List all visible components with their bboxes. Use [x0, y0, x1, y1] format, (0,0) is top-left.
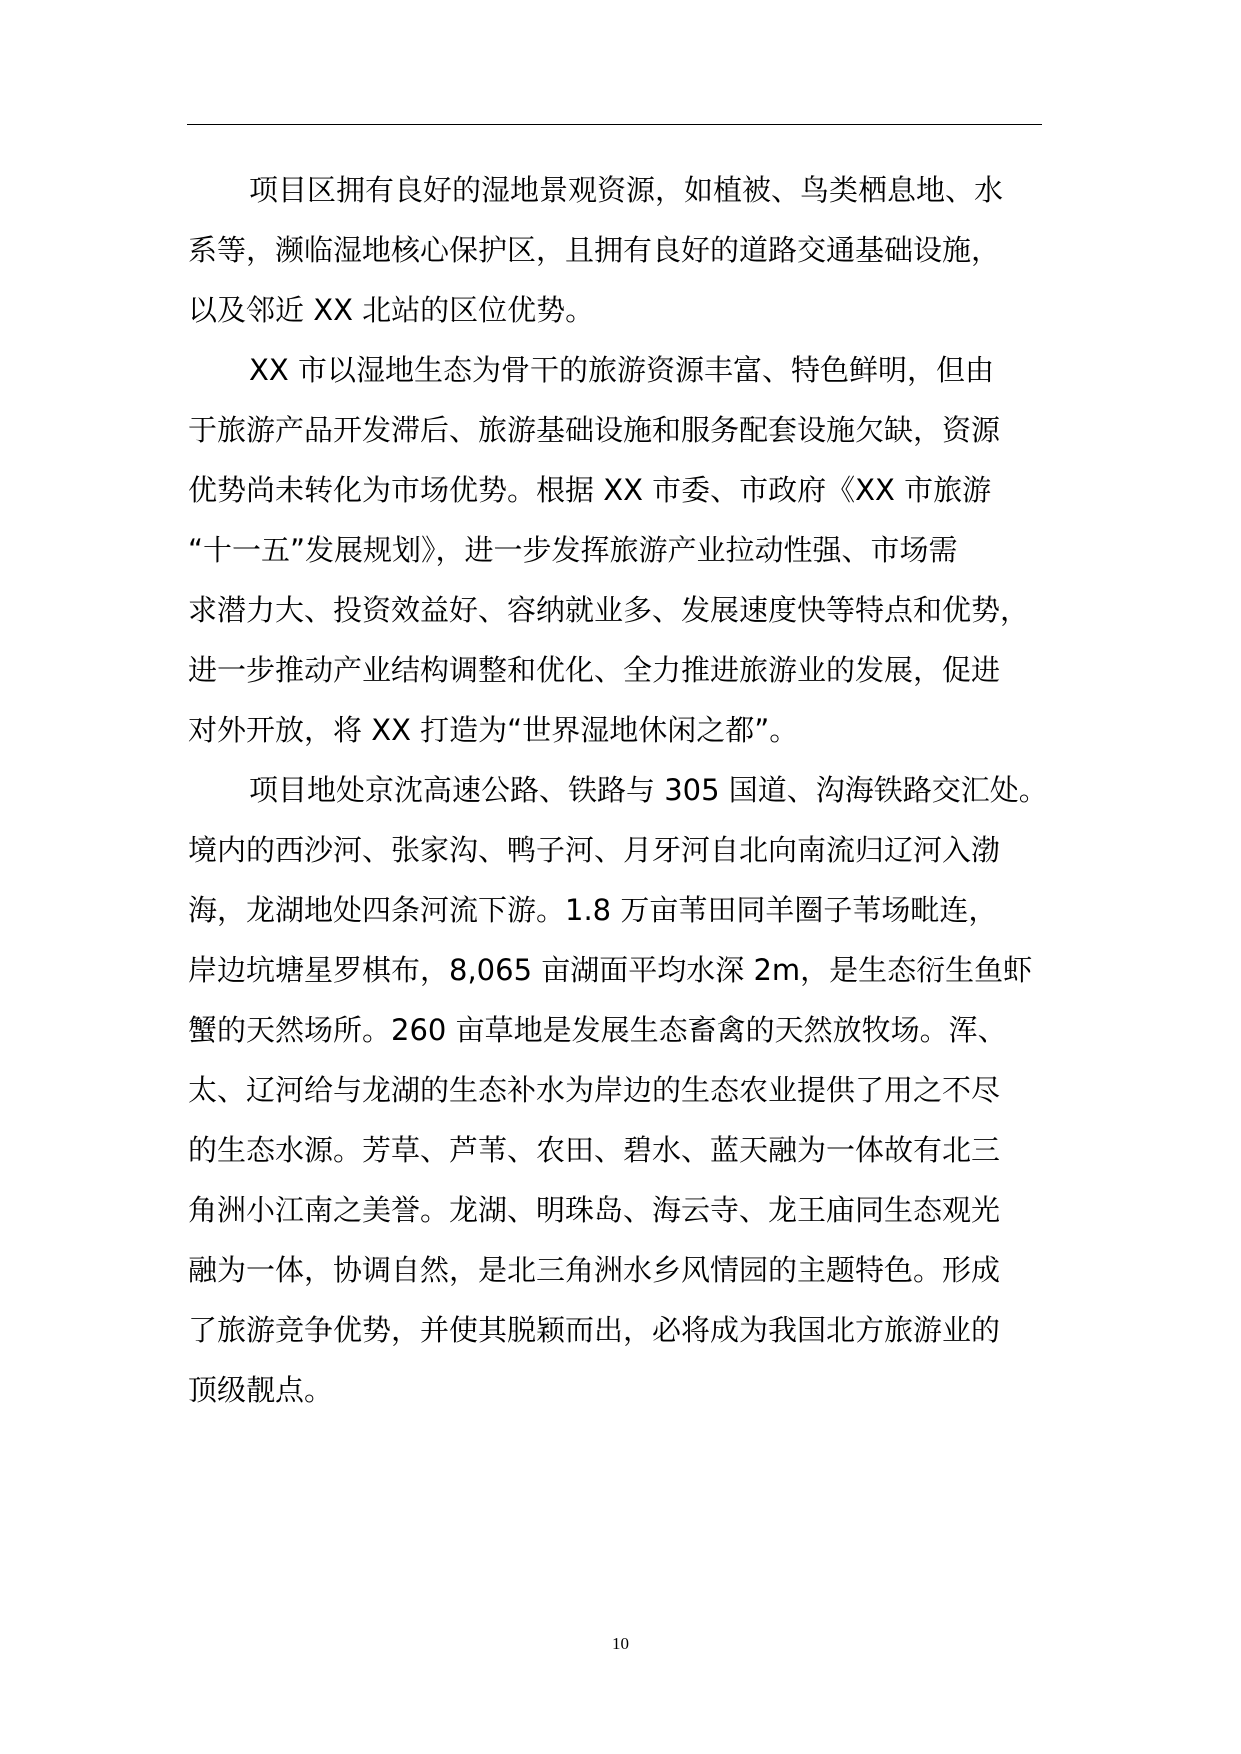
text-line: 的生态水源。芳草、芦苇、农田、碧水、蓝天融为一体故有北三 — [188, 1133, 1001, 1167]
text-line: 太、辽河给与龙湖的生态补水为岸边的生态农业提供了用之不尽 — [188, 1073, 1001, 1107]
paragraph-1 — [188, 160, 1066, 340]
text-line: 融为一体，协调自然，是北三角洲水乡风情园的主题特色。形成 — [188, 1253, 1001, 1287]
body-text — [188, 160, 1066, 1420]
text-line: 境内的西沙河、张家沟、鸭子河、月牙河自北向南流归辽河入渤 — [188, 833, 1001, 867]
text-line: 海，龙湖地处四条河流下游。1.8 万亩苇田同羊圈子苇场毗连， — [188, 893, 998, 927]
page-number: 10 — [612, 1634, 629, 1653]
text-line: XX 市以湿地生态为骨干的旅游资源丰富、特色鲜明，但由 — [249, 353, 994, 387]
text-line: 项目区拥有良好的湿地景观资源，如植被、鸟类栖息地、水 — [249, 173, 1004, 207]
text-line: 了旅游竞争优势，并使其脱颖而出，必将成为我国北方旅游业的 — [188, 1313, 1001, 1347]
text-line: 顶级靓点。 — [188, 1373, 334, 1407]
text-line: 系等，濒临湿地核心保护区，且拥有良好的道路交通基础设施， — [188, 233, 1001, 267]
header-rule — [187, 124, 1042, 125]
text-line: 项目地处京沈高速公路、铁路与 305 国道、沟海铁路交汇处。 — [249, 773, 1048, 807]
text-line: 对外开放，将 XX 打造为“世界湿地休闲之都”。 — [188, 713, 799, 747]
text-line: “十一五”发展规划》，进一步发挥旅游产业拉动性强、市场需 — [188, 533, 958, 567]
text-line: 优势尚未转化为市场优势。根据 XX 市委、市政府《XX 市旅游 — [188, 473, 992, 507]
text-line: 以及邻近 XX 北站的区位优势。 — [188, 293, 595, 327]
text-line: 蟹的天然场所。260 亩草地是发展生态畜禽的天然放牧场。浑、 — [188, 1013, 1007, 1047]
text-line: 进一步推动产业结构调整和优化、全力推进旅游业的发展，促进 — [188, 653, 1001, 687]
text-line: 角洲小江南之美誉。龙湖、明珠岛、海云寺、龙王庙同生态观光 — [188, 1193, 1001, 1227]
text-line: 求潜力大、投资效益好、容纳就业多、发展速度快等特点和优势， — [188, 593, 1030, 627]
text-line: 于旅游产品开发滞后、旅游基础设施和服务配套设施欠缺，资源 — [188, 413, 1001, 447]
text-line: 岸边坑塘星罗棋布，8,065 亩湖面平均水深 2m，是生态衍生鱼虾 — [188, 953, 1033, 987]
paragraph-2 — [188, 340, 1066, 760]
paragraph-3 — [188, 760, 1066, 1420]
